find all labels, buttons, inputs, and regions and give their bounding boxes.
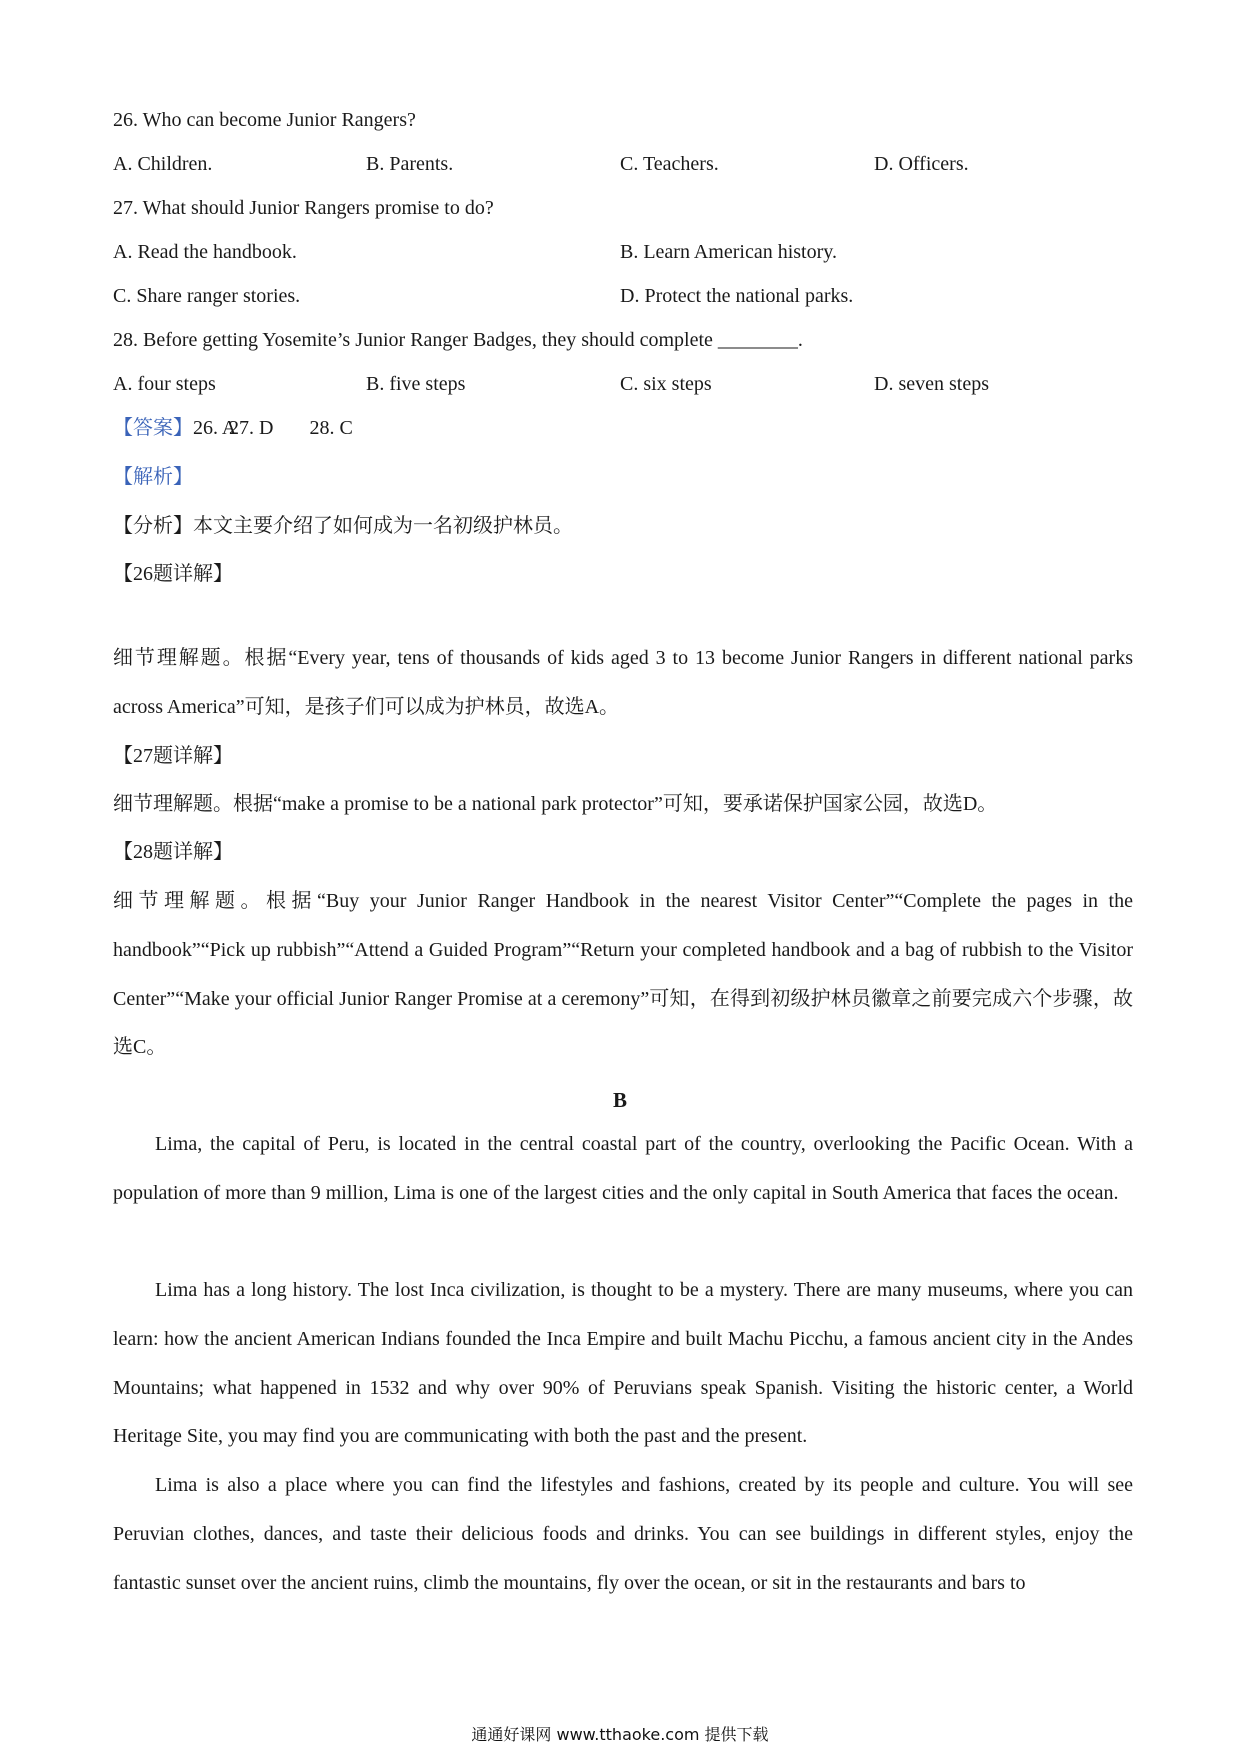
q27-option-b: B. Learn American history. (620, 241, 837, 263)
detail-27-paragraph: 细节理解题。根据“make a promise to be a national park protector”可知，要承诺保护国家公园，故选D。 (113, 793, 998, 815)
analysis-summary: 【分析】本文主要介绍了如何成为一名初级护林员。 (113, 515, 573, 537)
q28-option-b: B. five steps (366, 373, 466, 395)
answer-line: 【答案】26. A27. D 28. C (113, 414, 1133, 442)
passage-paragraph-3 (113, 1461, 1133, 1607)
q28-option-a: A. four steps (113, 373, 216, 395)
q28-stem: 28. Before getting Yosemite’s Junior Ranger Badges, they should complete ________. (113, 329, 803, 351)
q26-option-d: D. Officers. (874, 153, 969, 175)
detail-28-paragraph: 细节理解题。根据“Buy your Junior Ranger Handbook in the nearest Visitor Center”“Complete the pages in the handbook”“Pick up rubbish”“Attend a Guided Program”“Return your completed handbook and a bag of rubbish to the Visitor Center”“Make your official Junior Ranger Promise at a ceremony”可知，在得到初级护林员徽章之前要完成六个步骤，故选C。 (113, 890, 1133, 1059)
detail-26-title: 【26题详解】 (113, 563, 233, 585)
answer-28: 28. C (309, 417, 353, 439)
q26-option-b: B. Parents. (366, 153, 454, 175)
q28-option-c: C. six steps (620, 373, 712, 395)
passage-paragraph-2-text: Lima has a long history. The lost Inca civilization, is thought to be a mystery. There are many museums, where you can learn: how the ancient American Indians founded the Inca Empire and built Machu Picchu, a famous ancient city in the Andes Mountains; what happened in 1532 and why over 90% of Peruvians speak Spanish. Visiting the historic center, a World Heritage Site, you may find you are communicating with both the past and the present. (113, 1279, 1133, 1448)
q26-option-c: C. Teachers. (620, 153, 719, 175)
q27-option-c: C. Share ranger stories. (113, 285, 301, 307)
page-footer: 通通好课网 www.tthaoke.com 提供下载 (471, 1725, 769, 1744)
passage-paragraph-1-text: Lima, the capital of Peru, is located in the central coastal part of the country, overlooking the Pacific Ocean. With a population of more than 9 million, Lima is one of the largest cities and the only capital in South America that faces the ocean. (113, 1133, 1133, 1204)
detail-27-title: 【27题详解】 (113, 745, 233, 767)
q28-option-d: D. seven steps (874, 373, 989, 395)
q27-option-a: A. Read the handbook. (113, 241, 297, 263)
q26-stem: 26. Who can become Junior Rangers? (113, 109, 416, 131)
analysis-tag: 【解析】 (113, 466, 193, 488)
section-b-heading: B (612, 1088, 627, 1112)
detail-28-title: 【28题详解】 (113, 841, 233, 863)
passage-paragraph-3-text: Lima is also a place where you can find the lifestyles and fashions, created by its people and culture. You will see Peruvian clothes, dances, and taste their delicious foods and drinks. You can see buildings in different styles, enjoy the fantastic sunset over the ancient ruins, climb the mountains, fly over the ocean, or sit in the restaurants and bars to (113, 1474, 1133, 1594)
answer-27: 27. D (229, 417, 274, 439)
q27-option-d: D. Protect the national parks. (620, 285, 854, 307)
passage-paragraph-2 (113, 1266, 1133, 1461)
answer-tag: 【答案】 (113, 417, 193, 439)
passage-paragraph-1 (113, 1120, 1133, 1218)
detail-26-paragraph: 细节理解题。根据“Every year, tens of thousands of kids aged 3 to 13 become Junior Rangers in different national parks across America”可知，是孩子们可以成为护林员，故选A。 (113, 647, 1133, 718)
q27-stem: 27. What should Junior Rangers promise to do? (113, 197, 494, 219)
q26-option-a: A. Children. (113, 153, 213, 175)
